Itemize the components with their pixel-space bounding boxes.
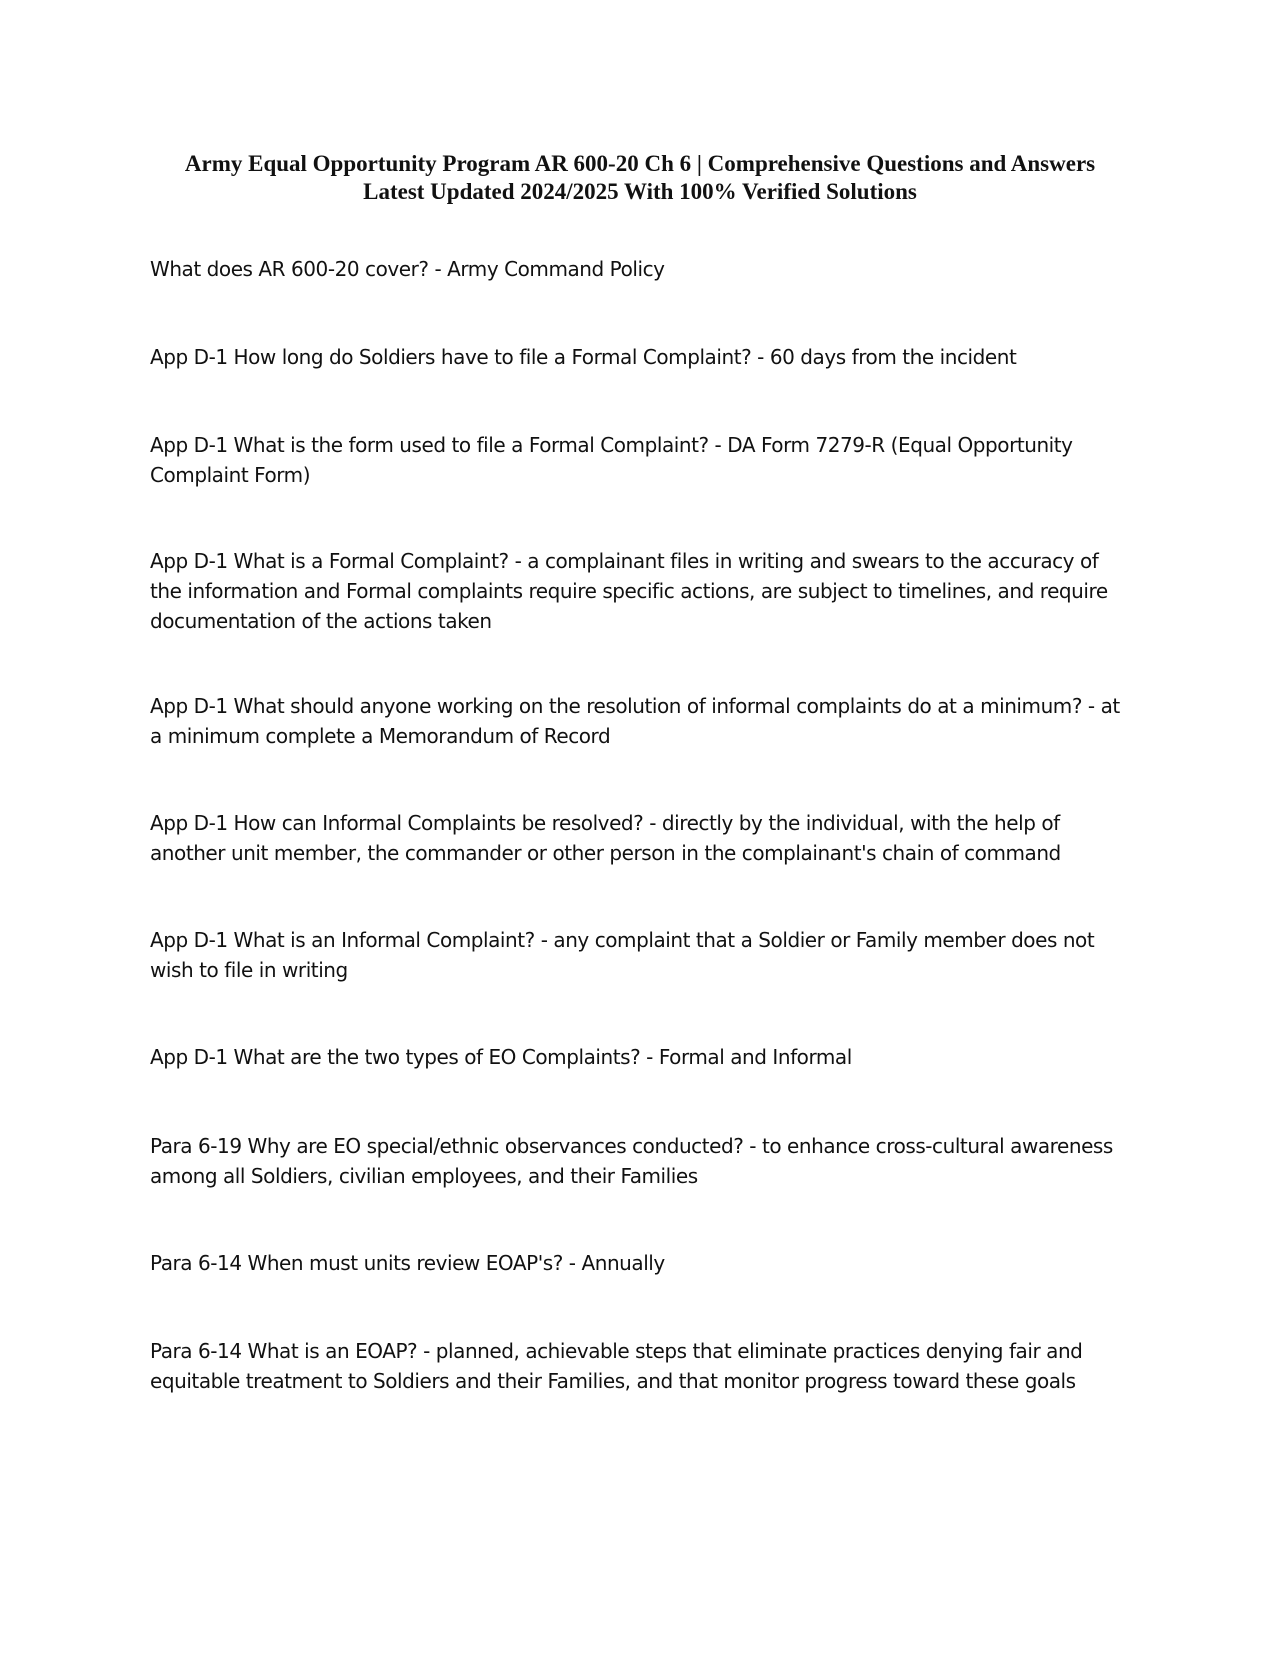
title-line-2: Latest Updated 2024/2025 With 100% Verified Solutions	[363, 179, 917, 204]
title-line-1: Army Equal Opportunity Program AR 600-20 Ch 6 | Comprehensive Questions and Answers	[184, 151, 1096, 176]
qa-item: Para 6-14 When must units review EOAP's? - Annually	[150, 1251, 665, 1275]
qa-item: App D-1 What is the form used to file a Formal Complaint? - DA Form 7279-R (Equal Opportunity Complaint Form)	[150, 433, 1073, 487]
qa-item: App D-1 What are the two types of EO Complaints? - Formal and Informal	[150, 1045, 852, 1069]
qa-item: App D-1 How long do Soldiers have to file a Formal Complaint? - 60 days from the incident	[150, 345, 1017, 369]
qa-item: App D-1 What should anyone working on the resolution of informal complaints do at a minimum? - at a minimum complete a Memorandum of Record	[150, 694, 1120, 748]
qa-item: App D-1 What is an Informal Complaint? - any complaint that a Soldier or Family member does not wish to file in writing	[150, 928, 1095, 982]
qa-item: Para 6-14 What is an EOAP? - planned, achievable steps that eliminate practices denying fair and equitable treatment to Soldiers and their Families, and that monitor progress toward these goals	[150, 1339, 1083, 1393]
document-title	[150, 150, 1130, 206]
qa-item: App D-1 What is a Formal Complaint? - a complainant files in writing and swears to the accuracy of the information and Formal complaints require specific actions, are subject to timelines, and require documentation of the actions taken	[150, 549, 1108, 633]
qa-item: Para 6-19 Why are EO special/ethnic observances conducted? - to enhance cross-cultural awareness among all Soldiers, civilian employees, and their Families	[150, 1134, 1113, 1188]
qa-item: What does AR 600-20 cover? - Army Command Policy	[150, 257, 665, 281]
qa-item: App D-1 How can Informal Complaints be resolved? - directly by the individual, with the help of another unit member, the commander or other person in the complainant's chain of command	[150, 811, 1061, 865]
